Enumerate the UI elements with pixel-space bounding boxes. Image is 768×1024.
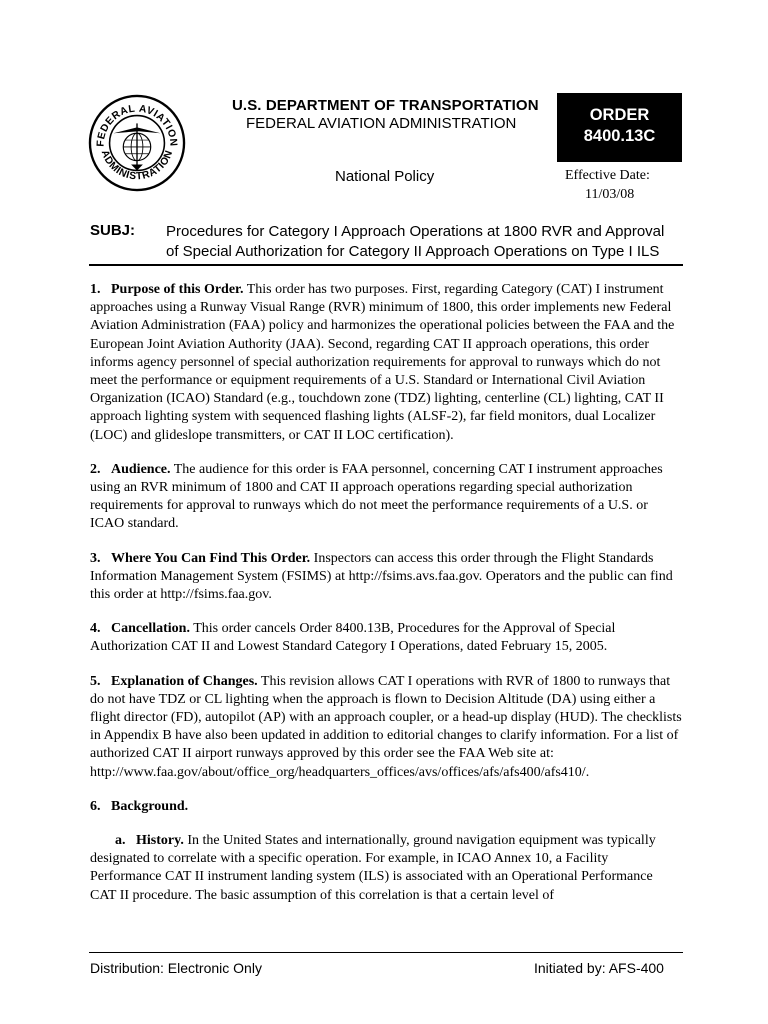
- department-name: U.S. DEPARTMENT OF TRANSPORTATION: [232, 97, 539, 114]
- section-text: The audience for this order is FAA personnel, concerning CAT I instrument approaches using an RVR minimum of 1800 and CAT II approach operations regarding special authorization requirements for approval to runways which do not meet the performance requirements of a U.S. or ICAO standard.: [90, 461, 663, 532]
- section-number: 4.: [90, 621, 101, 637]
- svg-text:ADMINISTRATION: ADMINISTRATION: [98, 148, 176, 183]
- footer-divider: [89, 952, 683, 953]
- svg-text:FEDERAL AVIATION: FEDERAL AVIATION: [95, 103, 179, 147]
- order-number: 8400.13C: [583, 127, 656, 145]
- section-text: This revision allows CAT I operations with RVR of 1800 to runways that do not have TDZ or CL lighting when the approach is flown to Decision Altitude (DA) using either a flight director (FD), autopilot (AP) with an approach coupler, or a head-up display (HUD). The checklists in Appendix B have also been updated in addition to editorial changes to clarify information. For a list of authorized CAT II airport runways approved by this order see the FAA Web site at: http://www.faa.gov/about/office_org/headquarters_offices/avs/offices/afs/afs400/afs410/.: [90, 673, 682, 780]
- order-label: ORDER: [589, 106, 650, 124]
- section-number: 1.: [90, 282, 101, 297]
- order-number-box: [557, 93, 682, 162]
- subsection-history: [90, 832, 682, 905]
- section-text: This order has two purposes. First, regarding Category (CAT) I instrument approaches using a Runway Visual Range (RVR) minimum of 1800, this order implements new Federal Aviation Administration (FAA) policy and harmonizes the operational policies between the FAA and the European Joint Aviation Authority (JAA). Second, regarding CAT II approach operations, this order informs agency personnel of special authorization requirements for approval to runways which do not meet the performance or equipment requirements of a U.S. Standard or International Civil Aviation Organization (ICAO) Standard (e.g., touchdown zone (TDZ) lighting, centerline (CL) lighting, CAT II approach lighting system with sequenced flashing lights (ALSF-2), far field monitors, dual Localizer (LOC) and glideslope transmitters, or CAT II LOC certification).: [90, 282, 675, 443]
- section-title: Cancellation.: [111, 621, 190, 637]
- header-divider: [89, 264, 683, 266]
- effective-date: 11/03/08: [585, 187, 635, 202]
- subject-label: SUBJ:: [90, 222, 136, 239]
- policy-type: National Policy: [335, 168, 435, 185]
- effective-date-label: Effective Date:: [565, 168, 650, 183]
- section-title: Background.: [111, 798, 189, 814]
- agency-name: FEDERAL AVIATION ADMINISTRATION: [246, 115, 517, 132]
- subject-line-1: Procedures for Category I Approach Operations at 1800 RVR and Approval: [166, 223, 665, 240]
- section-title: Audience.: [111, 461, 171, 477]
- document-body: [90, 281, 682, 921]
- section-number: 3.: [90, 550, 101, 566]
- section-cancellation: [90, 620, 682, 656]
- subsection-title: History.: [136, 833, 184, 849]
- section-title: Explanation of Changes.: [111, 673, 258, 689]
- distribution-note: Distribution: Electronic Only: [90, 960, 262, 976]
- section-background: [90, 798, 682, 816]
- section-explanation-of-changes: [90, 673, 682, 782]
- section-title: Purpose of this Order.: [111, 282, 244, 297]
- section-text: Inspectors can access this order through the Flight Standards Information Management System (FSIMS) at http://fsims.avs.faa.gov. Operators and the public can find this order at http://fsims.faa.gov.: [90, 550, 673, 603]
- subject-text: [166, 222, 686, 262]
- section-number: 2.: [90, 461, 101, 477]
- subsection-letter: a.: [115, 833, 126, 849]
- subsection-text: In the United States and internationally, ground navigation equipment was typically designated to correlate with a specific operation. For example, in ICAO Annex 10, a Facility Performance CAT II instrument landing system (ILS) is associated with an Operational Performance CAT II procedure. The basic assumption of this correlation is that a certain level of: [90, 833, 656, 903]
- section-audience: [90, 461, 682, 534]
- section-title: Where You Can Find This Order.: [111, 550, 311, 566]
- section-text: This order cancels Order 8400.13B, Procedures for the Approval of Special Authorization CAT II and Lowest Standard Category I Operations, dated February 15, 2005.: [90, 621, 616, 655]
- faa-seal-logo: [88, 94, 186, 192]
- section-number: 5.: [90, 673, 101, 689]
- initiated-by: Initiated by: AFS-400: [534, 960, 664, 976]
- section-purpose: [90, 281, 682, 445]
- subject-line-2: of Special Authorization for Category II Approach Operations on Type I ILS: [166, 243, 660, 260]
- section-where-to-find: [90, 550, 682, 605]
- section-number: 6.: [90, 798, 101, 814]
